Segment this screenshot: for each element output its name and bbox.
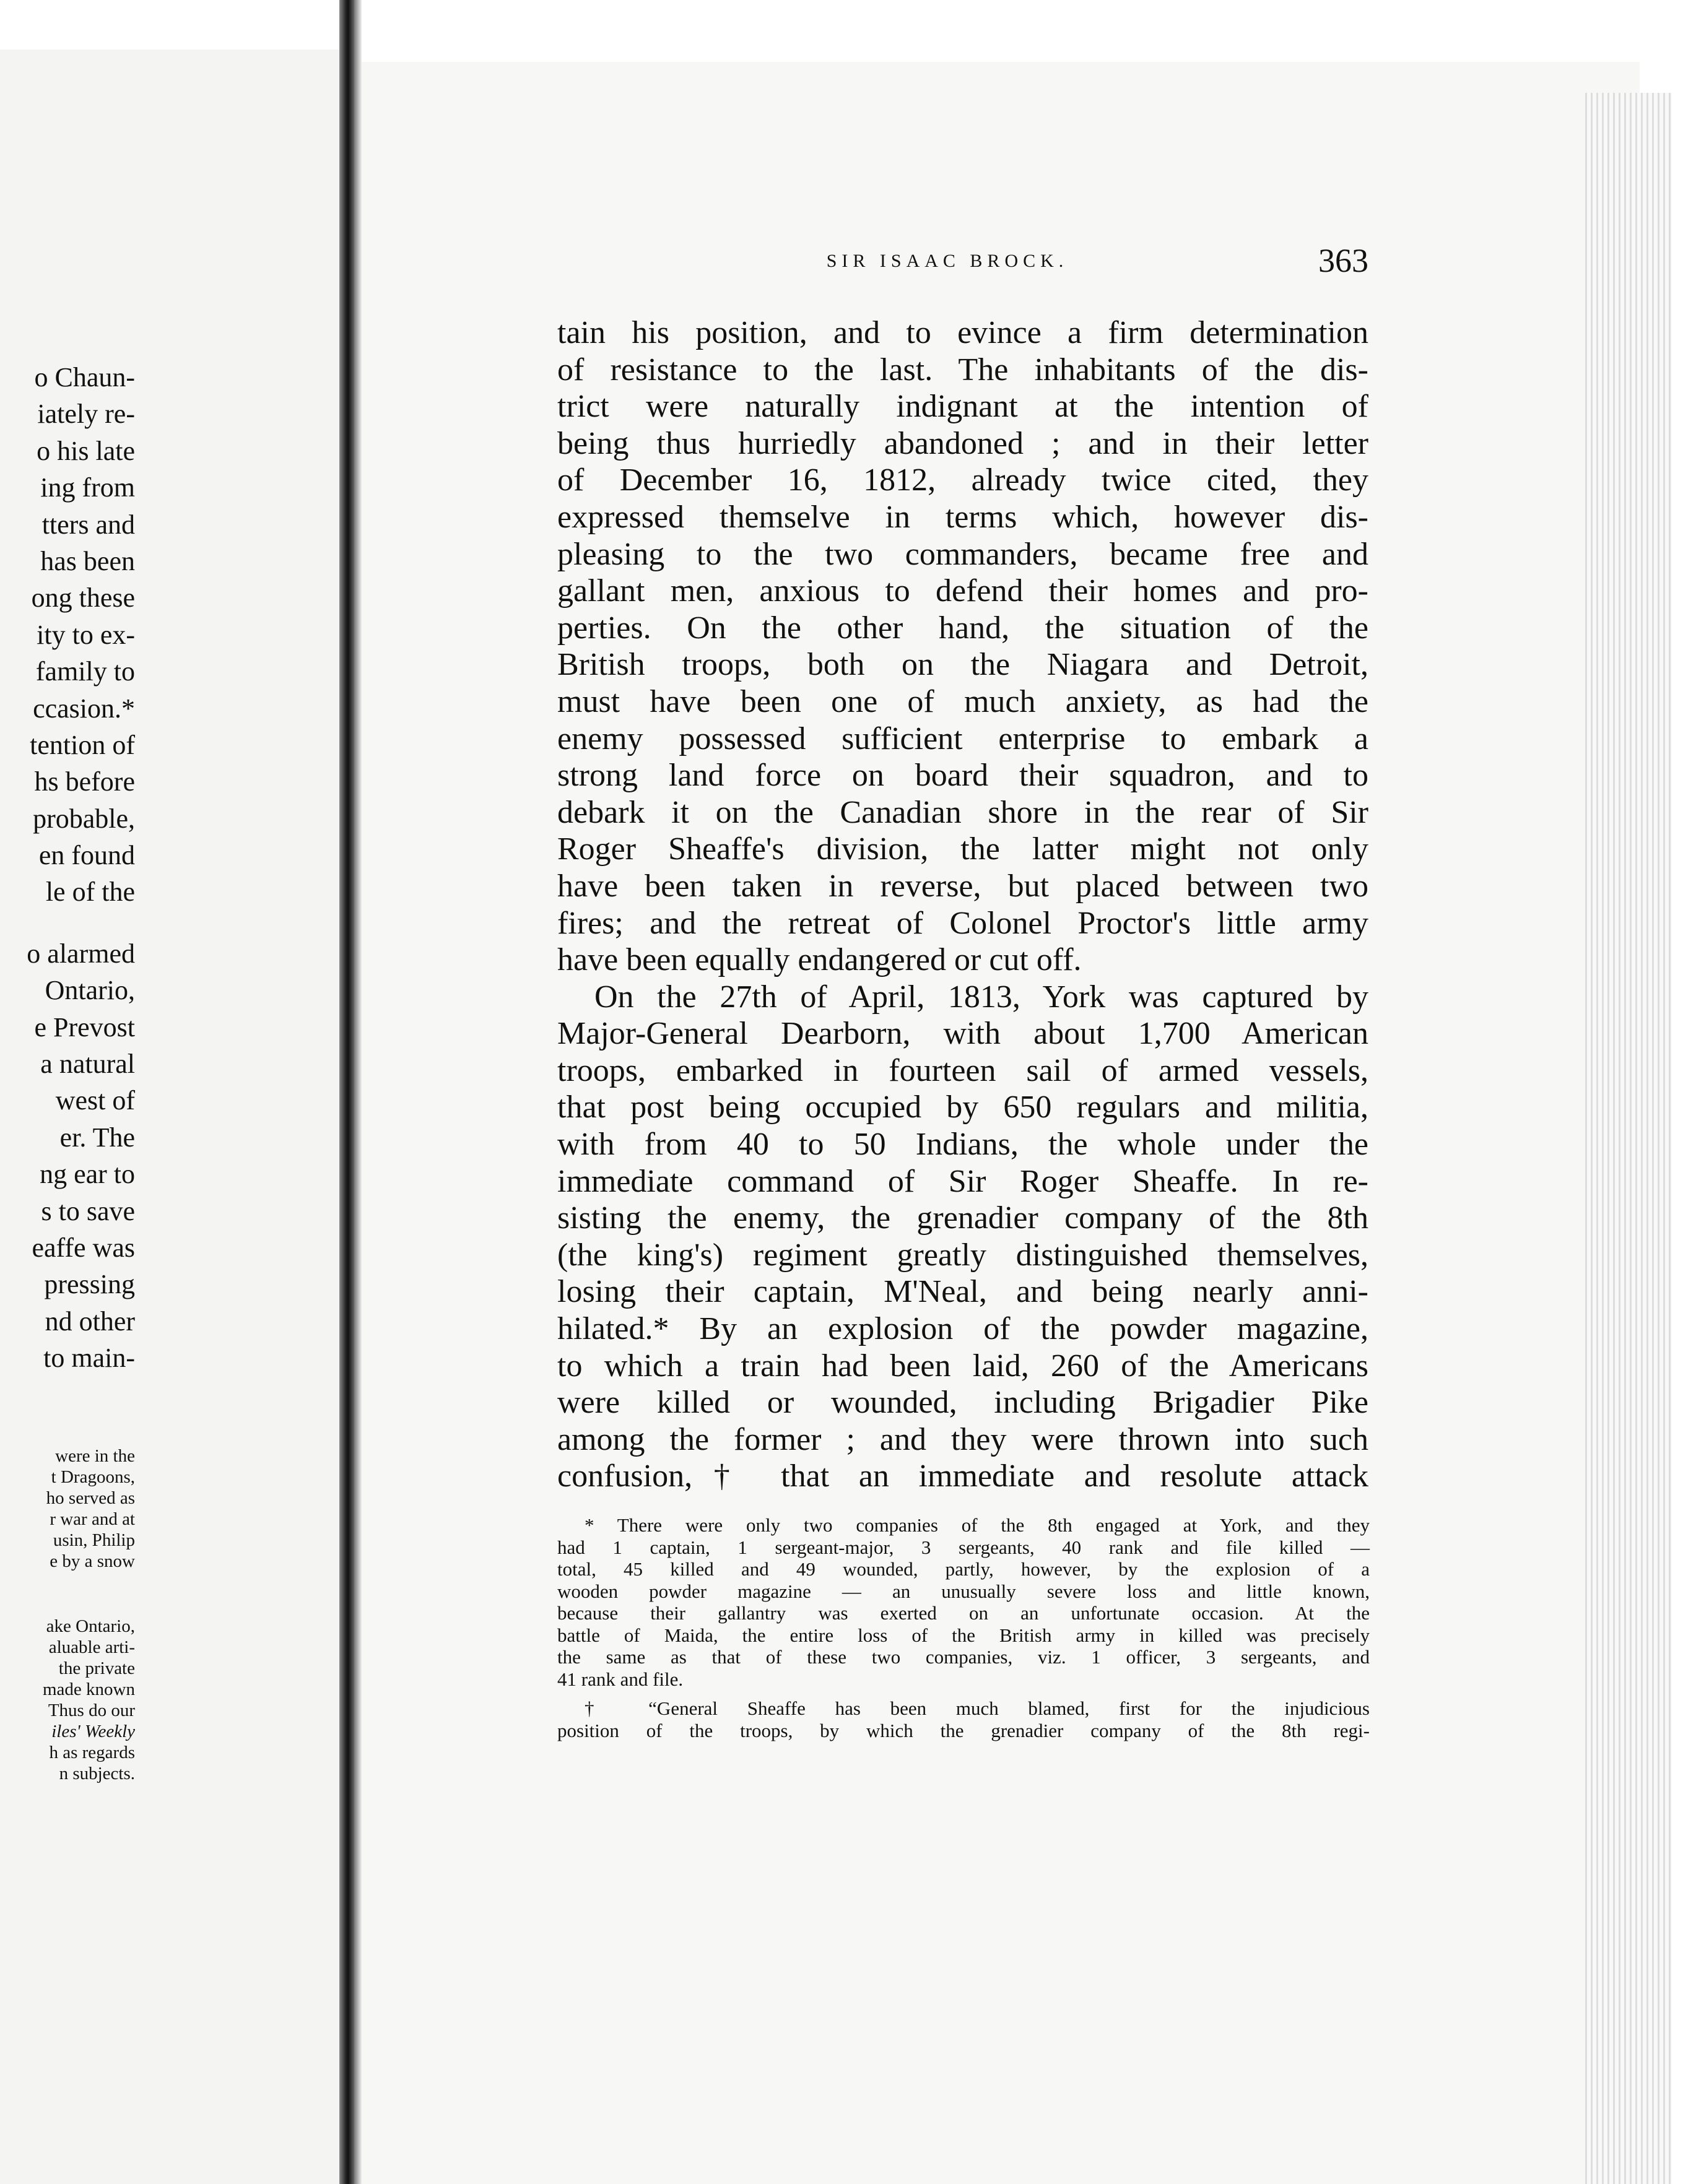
previous-page bbox=[0, 50, 339, 2184]
body-text bbox=[557, 314, 1368, 1495]
body-line: among the former ; and they were thrown into such bbox=[557, 1421, 1368, 1457]
left-line: Ontario, bbox=[45, 975, 135, 1006]
left-line: iately re- bbox=[37, 399, 135, 430]
left-line: o alarmed bbox=[27, 938, 135, 969]
left-line: ong these bbox=[31, 583, 135, 613]
body-line: expressed themselve in terms which, however dis- bbox=[557, 499, 1368, 535]
body-line: perties. On the other hand, the situation of the bbox=[557, 610, 1368, 646]
left-line: e Prevost bbox=[34, 1012, 135, 1042]
body-line: (the king's) regiment greatly distinguished themselves, bbox=[557, 1237, 1368, 1273]
body-line: British troops, both on the Niagara and Detroit, bbox=[557, 647, 1368, 683]
footnote-1-line: 41 rank and file. bbox=[557, 1668, 684, 1690]
body-line: of December 16, 1812, already twice cited, they bbox=[557, 462, 1368, 498]
left-line: hs before bbox=[34, 766, 135, 797]
left-note-line: r war and at bbox=[50, 1509, 135, 1529]
footnote-1-line: had 1 captain, 1 sergeant-major, 3 sergeants, 40 rank and file killed — bbox=[557, 1536, 1370, 1558]
body-line: hilated.* By an explosion of the powder magazine, bbox=[557, 1311, 1368, 1347]
left-note-line: iles' Weekly bbox=[51, 1722, 135, 1741]
footnote-1-line: battle of Maida, the entire loss of the British army in killed was precisely bbox=[557, 1624, 1370, 1646]
footnote-1-line: * There were only two companies of the 8th engaged at York, and they bbox=[585, 1514, 1370, 1536]
left-line: tention of bbox=[30, 729, 135, 760]
body-line: confusion,† that an immediate and resolute attack bbox=[557, 1458, 1368, 1494]
left-line: ng ear to bbox=[40, 1159, 135, 1190]
left-line: probable, bbox=[33, 803, 135, 834]
footnote-1-line: total, 45 killed and 49 wounded, partly, however, by the explosion of a bbox=[557, 1558, 1370, 1580]
body-line: Major-General Dearborn, with about 1,700 American bbox=[557, 1016, 1368, 1052]
page-number: 363 bbox=[1318, 242, 1368, 279]
left-line: a natural bbox=[40, 1049, 135, 1080]
body-line: have been equally endangered or cut off. bbox=[557, 942, 1082, 978]
left-note-line: h as regards bbox=[49, 1743, 135, 1762]
footnote-1-line: because their gallantry was exerted on an unfortunate occasion. At the bbox=[557, 1602, 1370, 1624]
body-line: losing their captain, M'Neal, and being nearly anni- bbox=[557, 1274, 1368, 1310]
previous-page-notes-2 bbox=[0, 1616, 135, 1784]
previous-page-notes bbox=[0, 1445, 135, 1572]
left-line: ity to ex- bbox=[37, 619, 135, 650]
footnote-2-line: position of the troops, by which the grenadier company of the 8th regi- bbox=[557, 1719, 1370, 1741]
left-line: family to bbox=[35, 656, 135, 687]
left-line: s to save bbox=[41, 1195, 135, 1226]
left-line: pressing bbox=[44, 1269, 135, 1300]
book-gutter bbox=[339, 0, 354, 2184]
page-edges bbox=[1585, 93, 1672, 2184]
body-line: of resistance to the last. The inhabitants of the dis- bbox=[557, 352, 1368, 388]
left-note-line: n subjects. bbox=[59, 1764, 135, 1783]
body-line: fires; and the retreat of Colonel Proctor's little army bbox=[557, 905, 1368, 941]
body-line: gallant men, anxious to defend their homes and pro- bbox=[557, 573, 1368, 609]
left-line: er. The bbox=[59, 1122, 135, 1153]
body-line: Roger Sheaffe's division, the latter might not only bbox=[557, 831, 1368, 867]
body-line: that post being occupied by 650 regulars and militia, bbox=[557, 1090, 1368, 1125]
paragraph-start: On the 27th of April, 1813, York was captured by bbox=[594, 979, 1368, 1015]
left-note-line: aluable arti- bbox=[48, 1637, 135, 1657]
gutter-shadow bbox=[354, 0, 362, 2184]
body-line: enemy possessed sufficient enterprise to embark a bbox=[557, 721, 1368, 756]
body-line: must have been one of much anxiety, as had the bbox=[557, 683, 1368, 719]
body-line: were killed or wounded, including Brigadier Pike bbox=[557, 1385, 1368, 1421]
left-line: tters and bbox=[41, 509, 135, 540]
body-line: troops, embarked in fourteen sail of armed vessels, bbox=[557, 1052, 1368, 1088]
body-line: have been taken in reverse, but placed between two bbox=[557, 868, 1368, 904]
left-line: ing from bbox=[40, 472, 135, 503]
left-note-line: made known bbox=[43, 1679, 135, 1699]
body-line: tain his position, and to evince a firm determination bbox=[557, 315, 1368, 350]
footnote-gap bbox=[557, 1690, 1370, 1697]
previous-page-text bbox=[0, 359, 135, 1377]
left-line: o his late bbox=[37, 435, 135, 466]
left-note-line: were in the bbox=[55, 1446, 135, 1466]
left-line: eaffe was bbox=[32, 1232, 135, 1263]
body-line: debark it on the Canadian shore in the rear of Sir bbox=[557, 794, 1368, 830]
left-line: has been bbox=[40, 545, 135, 576]
body-line: immediate command of Sir Roger Sheaffe. In re- bbox=[557, 1163, 1368, 1199]
body-line: being thus hurriedly abandoned ; and in their letter bbox=[557, 425, 1368, 461]
body-line: strong land force on board their squadron, and to bbox=[557, 758, 1368, 794]
left-note-line: Thus do our bbox=[48, 1701, 135, 1720]
left-note-line: e by a snow bbox=[50, 1551, 135, 1571]
body-line: to which a train had been laid, 260 of the Americans bbox=[557, 1348, 1368, 1384]
body-line: sisting the enemy, the grenadier company of the 8th bbox=[557, 1200, 1368, 1236]
left-line: to main- bbox=[43, 1343, 135, 1374]
left-line: en found bbox=[38, 840, 135, 871]
body-line: pleasing to the two commanders, became free and bbox=[557, 536, 1368, 572]
footnote-1-line: wooden powder magazine — an unusually severe loss and little known, bbox=[557, 1580, 1370, 1602]
left-line: nd other bbox=[45, 1306, 135, 1337]
left-line: le of the bbox=[45, 877, 135, 908]
left-note-line: t Dragoons, bbox=[51, 1467, 135, 1487]
footnote-2-line: † “General Sheaffe has been much blamed, first for the injudicious bbox=[585, 1697, 1370, 1719]
left-note-line: ho served as bbox=[46, 1488, 135, 1508]
footnotes bbox=[557, 1514, 1370, 1741]
left-note-line: ake Ontario, bbox=[46, 1616, 135, 1636]
left-line: o Chaun- bbox=[34, 362, 135, 392]
footnote-1-line: the same as that of these two companies, viz. 1 officer, 3 sergeants, and bbox=[557, 1646, 1370, 1668]
left-line: ccasion.* bbox=[33, 693, 135, 724]
left-note-line: the private bbox=[58, 1658, 135, 1678]
left-line-gap bbox=[0, 911, 135, 935]
body-line: trict were naturally indignant at the intention of bbox=[557, 389, 1368, 425]
left-line: west of bbox=[55, 1085, 135, 1116]
body-line: with from 40 to 50 Indians, the whole under the bbox=[557, 1127, 1368, 1163]
running-head: SIR ISAAC BROCK. bbox=[826, 251, 1069, 271]
left-note-line: usin, Philip bbox=[53, 1530, 135, 1550]
